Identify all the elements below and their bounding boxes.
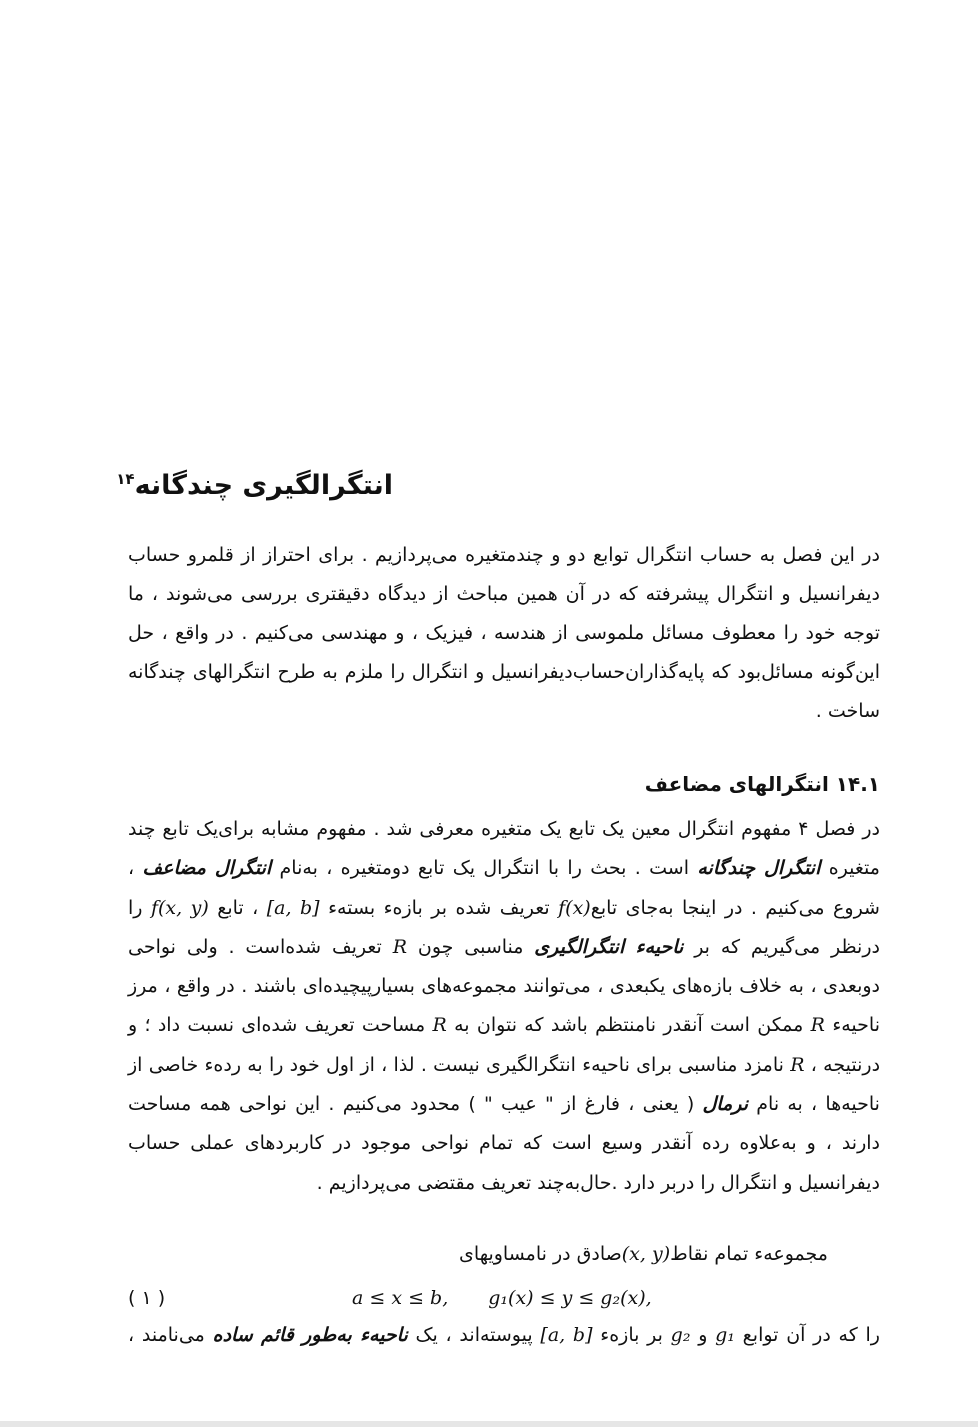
body-text: را درنظر می‌گیریم که بر	[128, 896, 880, 958]
closing-line	[128, 1324, 880, 1346]
term-multiple-integral: انتگرال چندگانه	[697, 857, 821, 880]
page-bottom-edge	[0, 1421, 978, 1427]
math-fx: f(x)	[558, 896, 591, 919]
equation-part-1: a ≤ x ≤ b,	[352, 1287, 449, 1309]
math-point: (x, y)	[621, 1243, 671, 1265]
body-text: تعریف شده‌است . ولی نواحی دوبعدی ، به خلاف بازه‌های یکبعدی ، می‌توانند مجموعه‌های بسیارپیچیده‌ای باشند . در واقع ، مرز ناحیهء	[128, 935, 880, 1037]
math-g2: g₂	[670, 1324, 691, 1346]
equation	[352, 1287, 652, 1309]
section-body-paragraph	[128, 810, 880, 1203]
body-text: ، شروع می‌کنیم . در اینجا به‌جای تابع	[128, 857, 880, 919]
body-text: در فصل ۴ مفهوم انتگرال معین یک تابع یک متغیره معرفی شد . مفهوم مشابه برای‌یک تابع چند متغیره	[128, 818, 880, 880]
body-text: است . بحث را با انتگرال یک تابع دومتغیره ، به‌نام	[279, 857, 689, 880]
definition-suffix: صادق در نامساویهای	[459, 1243, 622, 1265]
math-region-r: R	[790, 1053, 805, 1076]
section-number: ۱۴.۱	[835, 772, 880, 796]
closing-text: بر بازهء	[600, 1324, 663, 1346]
math-region-r: R	[392, 935, 408, 958]
definition-prefix: مجموعهء تمام نقاط	[670, 1243, 828, 1265]
term-simple-region: ناحیهء به‌طور قائم ساده	[212, 1324, 408, 1346]
section-heading	[645, 772, 880, 796]
math-interval: [a, b]	[540, 1324, 593, 1346]
body-text: تعریف شده بر بازهء بستهء	[328, 896, 550, 919]
intro-paragraph: در این فصل به حساب انتگرال توابع دو و چندمتغیره می‌پردازیم . برای احتراز از قلمرو حساب دیفرانسیل و انتگرال پیشرفته که در آن همین مباحث از دیدگاه دقیقتری بررسی می‌شوند ، ما توجه خود را معطوف مسائل ملموسی از هندسه ، فیزیک ، و مهندسی می‌کنیم . در واقع ، حل این‌گونه مسائل‌بود که پایه‌گذاران‌حساب‌دیفرانسیل و انتگرال را ملزم به طرح انتگرالهای چندگانه ساخت .	[128, 544, 880, 722]
body-text: ( یعنی ، فارغ از " عیب " ) محدود می‌کنیم . این نواحی همه مساحت دارند ، و به‌علاوه رده آنقدر وسیع است که تمام نواحی موجود در کاربردهای عملی حساب دیفرانسیل و انتگرال را دربر دارد .حال‌به‌چند تعریف مقتضی می‌پردازیم .	[128, 1093, 880, 1194]
math-fxy: f(x, y)	[150, 896, 209, 919]
term-normal: نرمال	[702, 1093, 749, 1116]
closing-text: را که در آن توابع	[742, 1324, 880, 1346]
section-title: انتگرالهای مضاعف	[644, 772, 829, 796]
math-g1: g₁	[715, 1324, 735, 1346]
math-interval: [a, b]	[266, 896, 320, 919]
closing-text: و	[698, 1324, 708, 1346]
math-region-r: R	[432, 1014, 447, 1037]
closing-text: پیوسته‌اند ، یک	[415, 1324, 533, 1346]
body-text: مناسبی چون	[417, 935, 524, 958]
math-region-r: R	[810, 1014, 825, 1037]
equation-part-2: g₁(x) ≤ y ≤ g₂(x),	[488, 1287, 652, 1309]
body-text: ، تابع	[217, 896, 259, 919]
body-text: ممکن است آنقدر نامنتظم باشد که نتوان به	[454, 1014, 804, 1037]
term-integration-region: ناحیهء انتگرالگیری	[534, 935, 684, 958]
closing-text: می‌نامند ،	[128, 1324, 205, 1346]
body-text: نامزد مناسبی برای ناحیهء انتگرالگیری نیست . لذا ، از اول خود را به ردهء خاصی از ناحیه‌ها ، به نام	[128, 1053, 880, 1116]
chapter-title-text: انتگرالگیری چندگانه	[134, 470, 393, 502]
footnote-marker: ۱۴	[116, 470, 135, 489]
equation-number: ( ۱ )	[128, 1287, 166, 1309]
body-text: مساحت تعریف شده‌ای نسبت داد ؛ و درنتیجه ،	[128, 1014, 881, 1076]
definition-line	[459, 1243, 828, 1265]
chapter-title	[116, 470, 393, 501]
term-double-integral: انتگرال مضاعف	[142, 857, 272, 880]
